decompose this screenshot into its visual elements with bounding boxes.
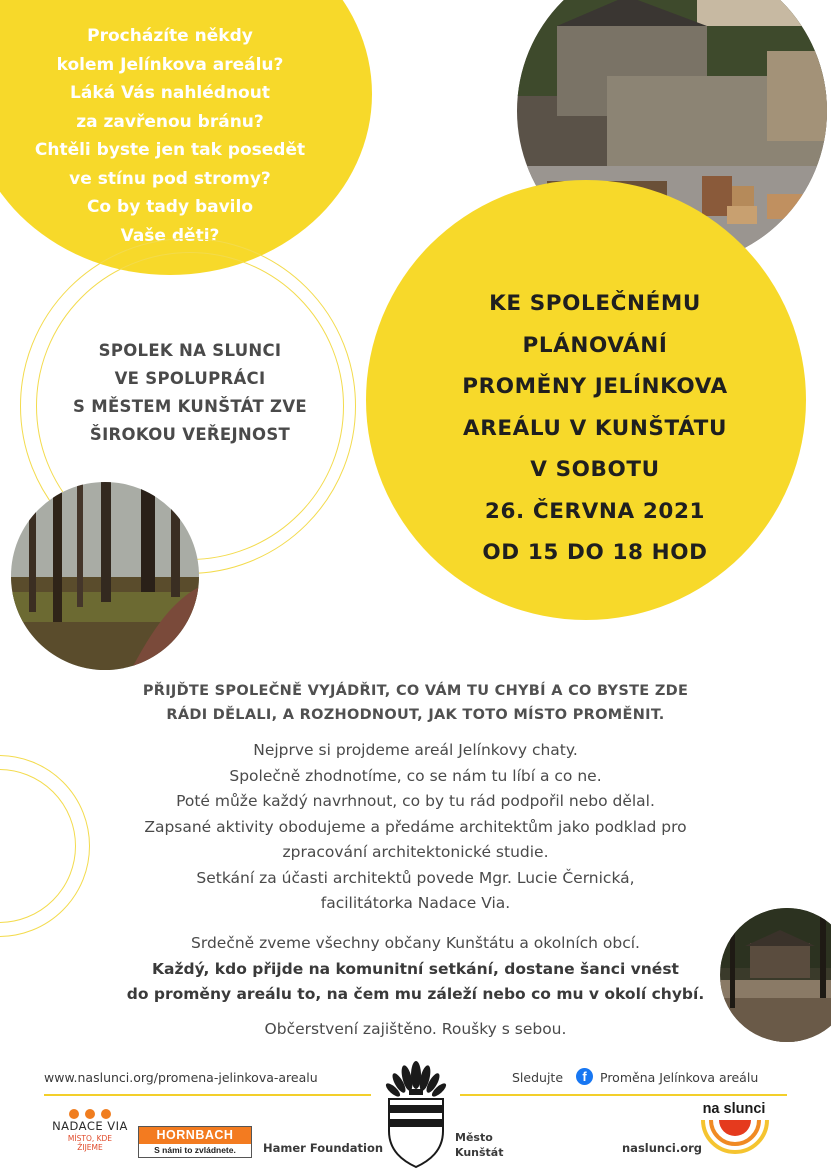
nadace-via-dot	[69, 1109, 79, 1119]
headline-line: PLÁNOVÁNÍ	[522, 332, 668, 358]
headline-line: V SOBOTU	[530, 457, 660, 482]
program-line: Setkání za účasti architektů povede Mgr. Lucie Černická,	[196, 868, 635, 887]
intro-line: kolem Jelínkova areálu?	[56, 54, 284, 75]
nadace-via-logo	[44, 1104, 136, 1164]
organizer-line: VE SPOLUPRÁCI	[114, 369, 266, 388]
sun-icon	[701, 1118, 769, 1154]
intro-line: ve stínu pod stromy?	[69, 168, 271, 189]
mesto-line: Město	[455, 1131, 493, 1144]
intro-line: Procházíte někdy	[87, 26, 253, 46]
program-line: Nejprve si projdeme areál Jelínkovy chaty.	[253, 741, 578, 759]
footer-divider-left	[44, 1094, 371, 1096]
program-line: Zapsané aktivity obodujeme a předáme architektům jako podklad pro	[144, 817, 687, 836]
headline-line: AREÁLU V KUNŠTÁTU	[462, 415, 728, 441]
facebook-icon[interactable]: f	[576, 1068, 593, 1085]
program-line: Společně zhodnotíme, co se nám tu líbí a co ne.	[229, 766, 602, 785]
program-line: facilitátorka Nadace Via.	[320, 894, 511, 912]
nadace-via-tagline: MÍSTO, KDE	[67, 1134, 113, 1143]
nadace-via-dots	[44, 1104, 136, 1116]
organizer-line: SPOLEK NA SLUNCI	[98, 341, 282, 360]
intro-line: Vaše děti?	[120, 225, 220, 246]
closing-line: Občerstvení zajištěno. Roušky s sebou.	[264, 1020, 567, 1038]
program-line: Poté může každý navrhnout, co by tu rád podpořil nebo dělal.	[176, 792, 655, 810]
hornbach-tagline: S námi to zvládnete.	[139, 1144, 251, 1157]
callout-line: RÁDI DĚLALI, A ROZHODNOUT, JAK TOTO MÍSTO PROMĚNIT.	[166, 707, 665, 723]
invite-text	[40, 931, 791, 1008]
invite-bold-line: Každý, kdo přijde na komunitní setkání, dostane šanci vnést	[152, 959, 679, 978]
mesto-label	[455, 1130, 503, 1160]
callout-line: PŘIJĎTE SPOLEČNĚ VYJÁDŘIT, CO VÁM TU CHYBÍ A CO BYSTE ZDE	[142, 683, 689, 699]
nadace-via-dot	[101, 1109, 111, 1119]
intro-questions	[10, 22, 330, 250]
closing-text	[40, 1017, 791, 1043]
program-line: zpracování architektonické studie.	[282, 843, 549, 861]
intro-line: Co by tady bavilo	[86, 197, 254, 217]
intro-line: za zavřenou bránu?	[76, 111, 264, 132]
intro-line: Láká Vás nahlédnout	[70, 83, 270, 103]
callout	[60, 679, 771, 727]
headline-line: OD 15 DO 18 HOD	[482, 540, 708, 565]
naslunci-logo: na slunci	[702, 1101, 766, 1117]
intro-line: Chtěli byste jen tak posedět	[34, 140, 306, 160]
follow-label: Sledujte	[512, 1070, 564, 1085]
program-text	[40, 738, 791, 917]
organizer-line: S MĚSTEM KUNŠTÁT ZVE	[73, 397, 307, 416]
headline-line: 26. ČERVNA 2021	[484, 498, 706, 524]
website-link[interactable]: www.naslunci.org/promena-jelinkova-arealu	[44, 1070, 318, 1085]
hornbach-name: HORNBACH	[139, 1127, 251, 1144]
organizer-text	[40, 337, 340, 449]
nadace-via-name: NADACE VIA	[52, 1119, 128, 1133]
headline-line: PROMĚNY JELÍNKOVA	[462, 374, 728, 399]
nadace-via-tagline: ŽIJEME	[77, 1143, 103, 1152]
event-headline	[395, 283, 795, 574]
mesto-line: Kunštát	[455, 1146, 504, 1159]
hornbach-logo	[138, 1126, 252, 1158]
hamer-foundation: Hamer Foundation	[263, 1141, 384, 1155]
invite-line: Srdečně zveme všechny občany Kunštátu a okolních obcí.	[191, 934, 640, 952]
naslunci-url[interactable]: naslunci.org	[622, 1141, 703, 1155]
facebook-page-link[interactable]: Proměna Jelínkova areálu	[600, 1070, 759, 1085]
footer-divider-right	[460, 1094, 787, 1096]
invite-bold-line: do proměny areálu to, na čem mu záleží nebo co mu v okolí chybí.	[126, 985, 705, 1003]
headline-line: KE SPOLEČNÉMU	[489, 291, 701, 316]
kunstat-coat-of-arms	[385, 1061, 447, 1169]
forest-photo	[11, 482, 199, 670]
organizer-line: ŠIROKOU VEŘEJNOST	[89, 425, 291, 444]
nadace-via-dot	[85, 1109, 95, 1119]
